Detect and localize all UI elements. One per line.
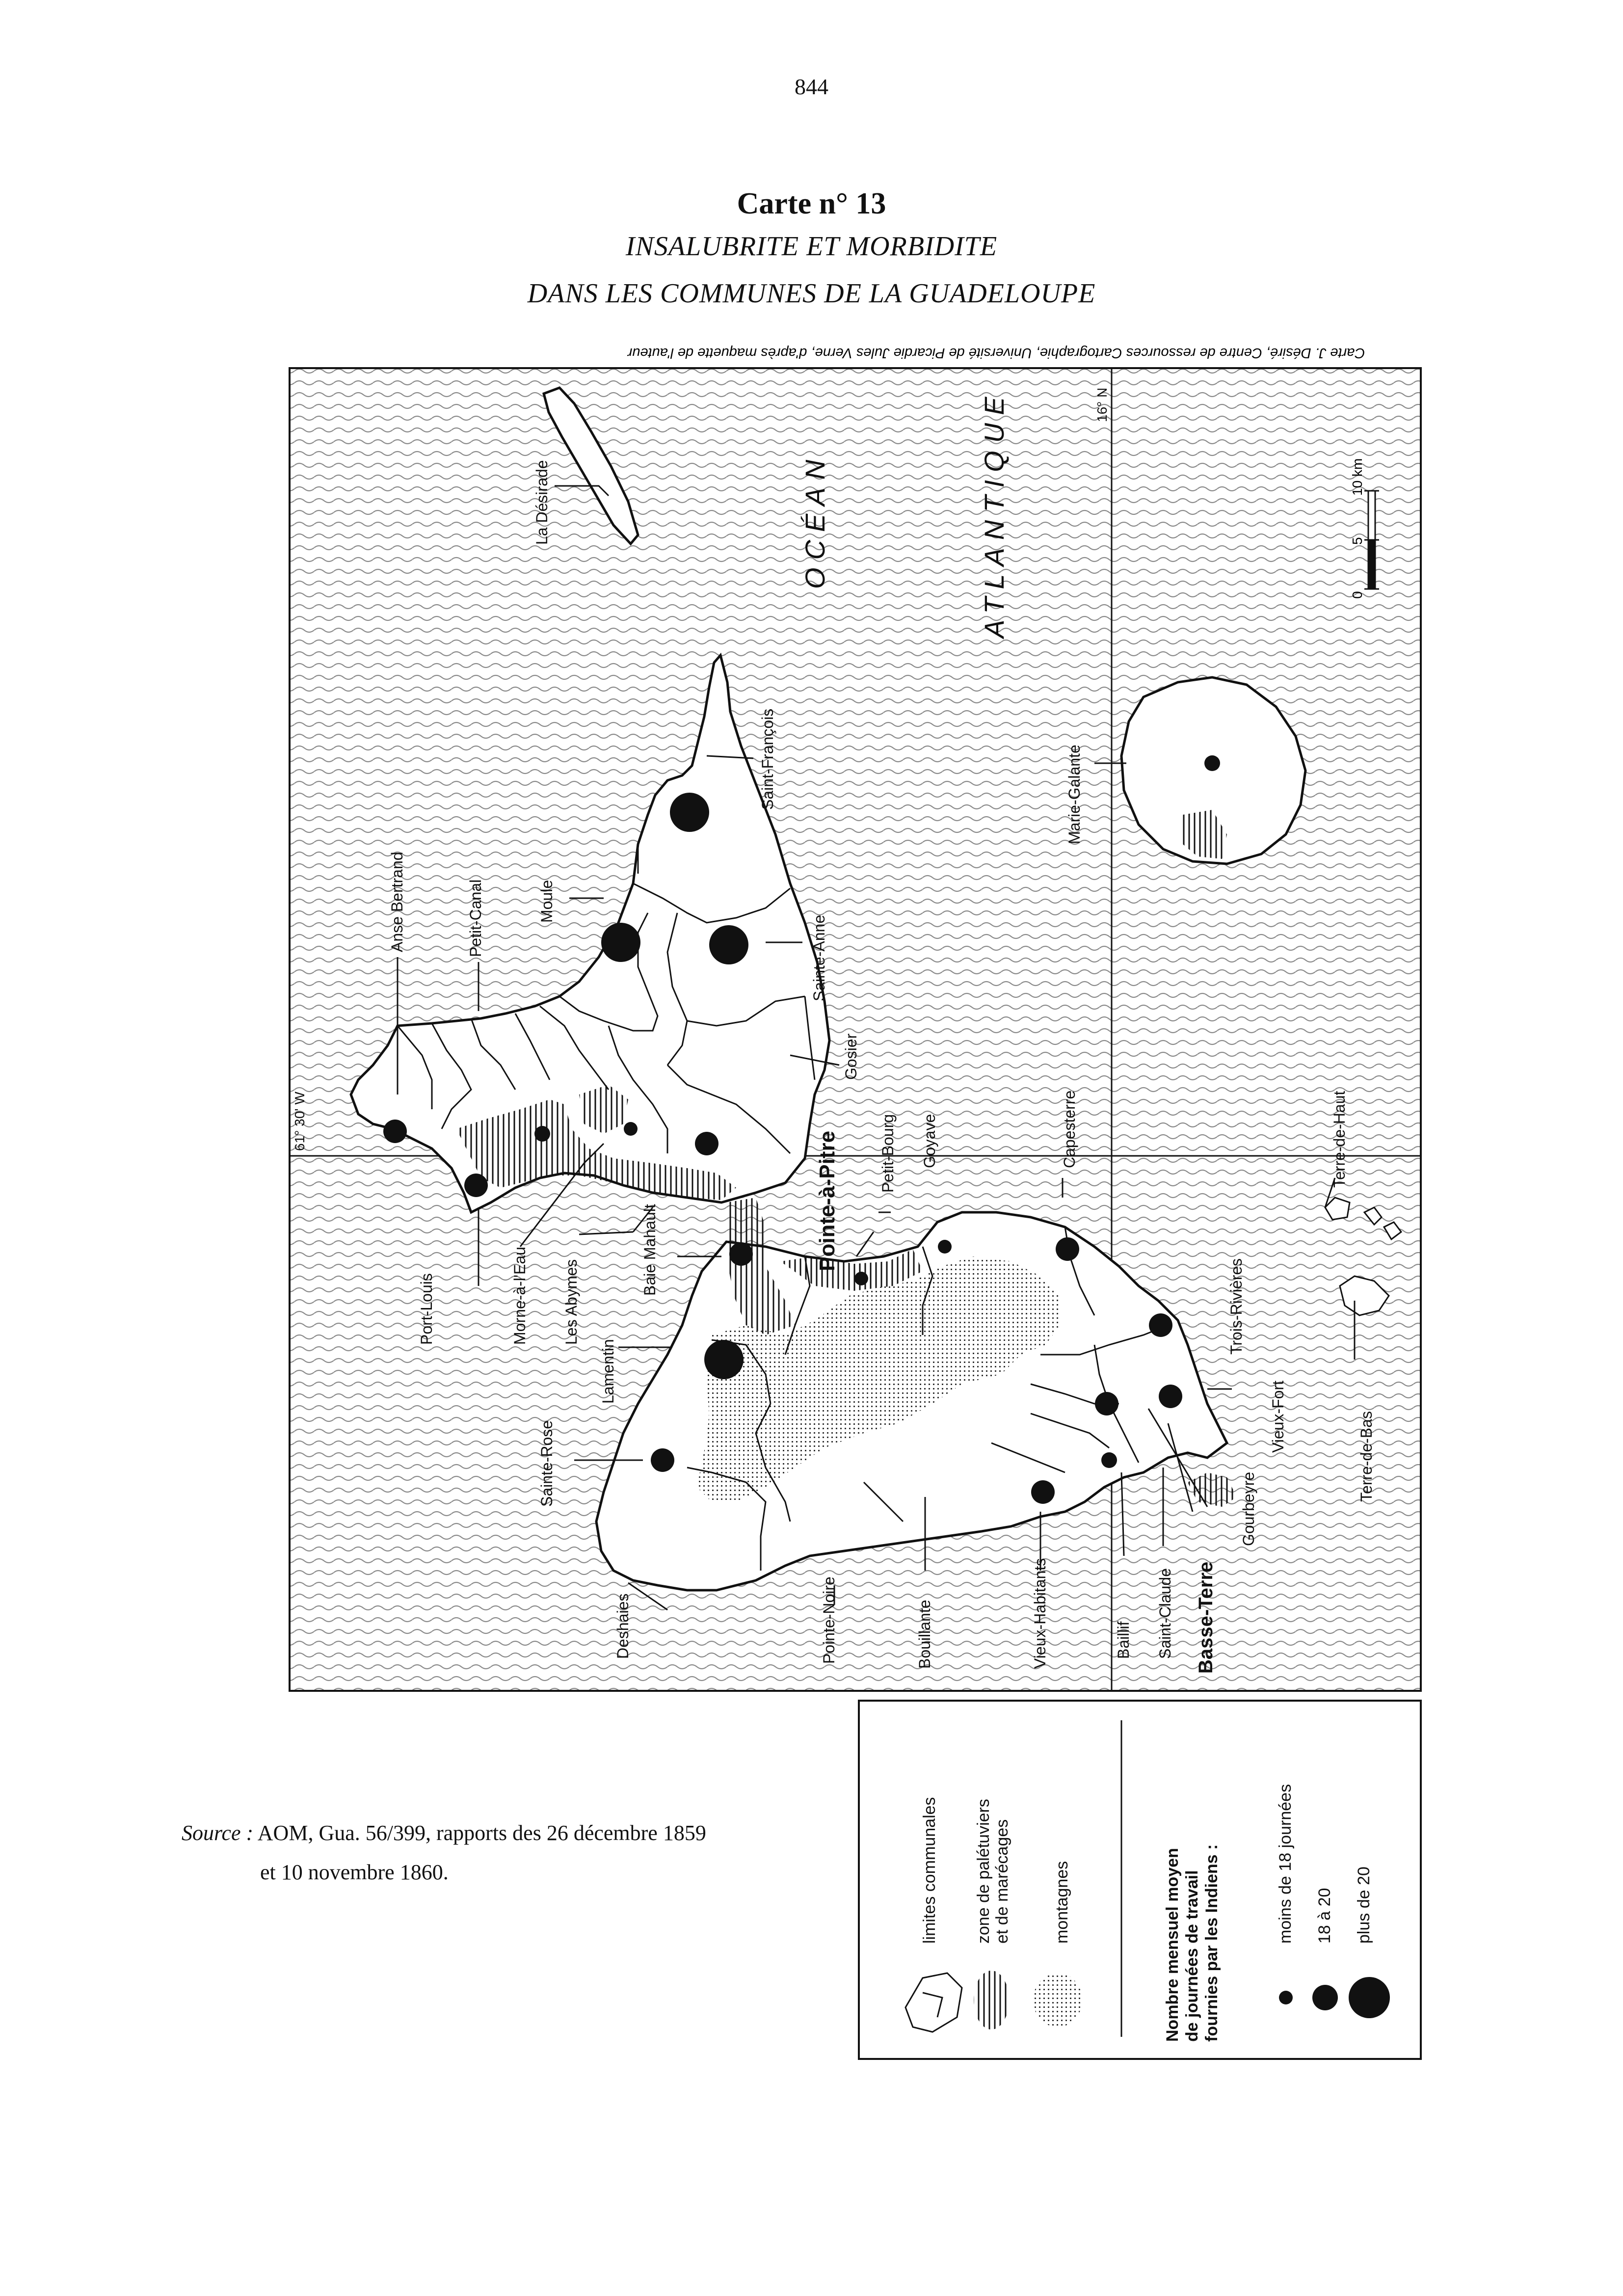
label-gosier: Gosier [842, 1033, 860, 1080]
legend-size-title-line2: de journées de travail [1183, 1870, 1201, 2042]
ocean-label-oceane: OCÉAN [799, 452, 830, 589]
label-vieux-fort: Vieux-Fort [1269, 1380, 1287, 1453]
source-line1: AOM, Gua. 56/399, rapports des 26 décembre 1859 [257, 1821, 706, 1845]
label-les-abymes: Les Abymes [562, 1259, 580, 1345]
label-vieux-habitants: Vieux-Habitants [1031, 1558, 1049, 1669]
label-petit-bourg: Petit-Bourg [879, 1114, 897, 1193]
label-bouillante: Bouillante [916, 1600, 933, 1669]
symbol-morne-a-leau [624, 1122, 638, 1136]
label-petit-canal: Petit-Canal [467, 879, 484, 957]
legend-size-medium: 18 à 20 [1315, 1888, 1334, 1944]
symbol-sainte-rose [651, 1448, 674, 1472]
label-la-desirade: La Désirade [533, 460, 551, 545]
legend-size-large: plus de 20 [1355, 1867, 1373, 1944]
legend-label-montagnes: montagnes [1053, 1861, 1071, 1944]
label-sainte-anne: Sainte-Anne [810, 914, 828, 1001]
symbol-gosier [695, 1132, 718, 1155]
label-baie-mahault: Baie Mahault [641, 1204, 659, 1296]
map-credit: Carte J. Désiré, Centre de ressources Cartographie, Université de Picardie Jules Verne, d'après maquette de l'auteur [627, 345, 1365, 361]
label-deshaies: Deshaies [614, 1593, 632, 1659]
map-subtitle-line2: DANS LES COMMUNES DE LA GUADELOUPE [527, 278, 1096, 309]
legend-size-title-line3: fournies par les Indiens : [1202, 1844, 1221, 2042]
symbol-anse-bertrand [383, 1120, 407, 1143]
map-subtitle-line1: INSALUBRITE ET MORBIDITE [625, 231, 998, 262]
legend-label-paletuviers-line1: zone de palétuviers [974, 1799, 993, 1944]
legend-size-small: moins de 18 journées [1276, 1784, 1295, 1944]
source-line2: et 10 novembre 1860. [260, 1860, 449, 1884]
page-number: 844 [795, 74, 828, 99]
symbol-goyave [938, 1240, 952, 1254]
label-saint-francois: Saint-François [759, 708, 776, 810]
latitude-label: 16° N [1094, 387, 1110, 422]
label-marie-galante: Marie-Galante [1065, 745, 1083, 844]
symbol-port-louis [464, 1174, 488, 1197]
label-port-louis: Port-Louis [418, 1273, 435, 1345]
legend-dot-large [1349, 1977, 1390, 2018]
label-morne-a-leau: Morne-à-l'Eau [511, 1247, 529, 1345]
label-pointe-noire: Pointe-Noire [820, 1576, 838, 1664]
label-sainte-rose: Sainte-Rose [538, 1420, 556, 1507]
scale-tick-0: 0 [1350, 591, 1365, 599]
symbol-gourbeyre [1159, 1385, 1182, 1408]
symbol-vieux-habitants [1031, 1480, 1055, 1504]
legend-dot-small [1279, 1991, 1293, 2004]
ocean-label-atlantique: ATLANTIQUE [979, 389, 1010, 638]
legend-mountain-swatch [1033, 1973, 1082, 2027]
legend-label-limites: limites communales [920, 1797, 939, 1944]
symbol-saint-claude [1101, 1452, 1117, 1468]
symbol-marie-galante [1204, 755, 1220, 771]
label-goyave: Goyave [921, 1114, 938, 1168]
label-moule: Moule [538, 880, 556, 923]
label-terre-de-haut: Terre-de-Haut [1330, 1091, 1348, 1188]
legend-label-paletuviers-line2: et de marécages [993, 1819, 1011, 1944]
legend-mangrove-swatch [974, 1971, 1009, 2029]
symbol-moule [601, 923, 640, 962]
symbol-trois-rivieres [1149, 1313, 1172, 1337]
symbol-lamentin [704, 1340, 744, 1379]
map-title: Carte n° 13 [737, 187, 886, 220]
symbol-sainte-anne [709, 925, 748, 964]
legend-dot-medium [1312, 1985, 1338, 2010]
legend-size-title [1163, 1843, 1221, 2042]
label-lamentin: Lamentin [599, 1339, 617, 1404]
legend [859, 1701, 1421, 2059]
label-capesterre: Capesterre [1061, 1090, 1078, 1168]
symbol-petit-bourg [854, 1272, 868, 1285]
longitude-label: 61° 30' W [292, 1092, 307, 1151]
label-saint-claude: Saint-Claude [1156, 1568, 1174, 1659]
label-pointe-a-pitre: Pointe-à-Pitre [815, 1130, 839, 1271]
source-note [182, 1814, 849, 1892]
scale-tick-5: 5 [1350, 537, 1365, 545]
label-basse-terre: Basse-Terre [1195, 1561, 1217, 1674]
source-label: Source : [182, 1821, 254, 1845]
label-anse-bertrand: Anse Bertrand [388, 852, 406, 952]
legend-size-title-line1: Nombre mensuel moyen [1163, 1848, 1182, 2042]
label-terre-de-bas: Terre-de-Bas [1357, 1411, 1375, 1502]
label-baillif: Baillif [1115, 1621, 1132, 1659]
symbol-saint-francois [670, 793, 709, 832]
symbol-basse-terre-area [1095, 1392, 1118, 1415]
scale-tick-10: 10 km [1350, 458, 1365, 496]
symbol-petit-canal [534, 1126, 550, 1142]
symbol-baie-mahault [729, 1242, 753, 1266]
symbol-capesterre [1056, 1237, 1079, 1261]
label-gourbeyre: Gourbeyre [1240, 1471, 1257, 1546]
label-trois-rivieres: Trois-Rivières [1227, 1258, 1245, 1355]
